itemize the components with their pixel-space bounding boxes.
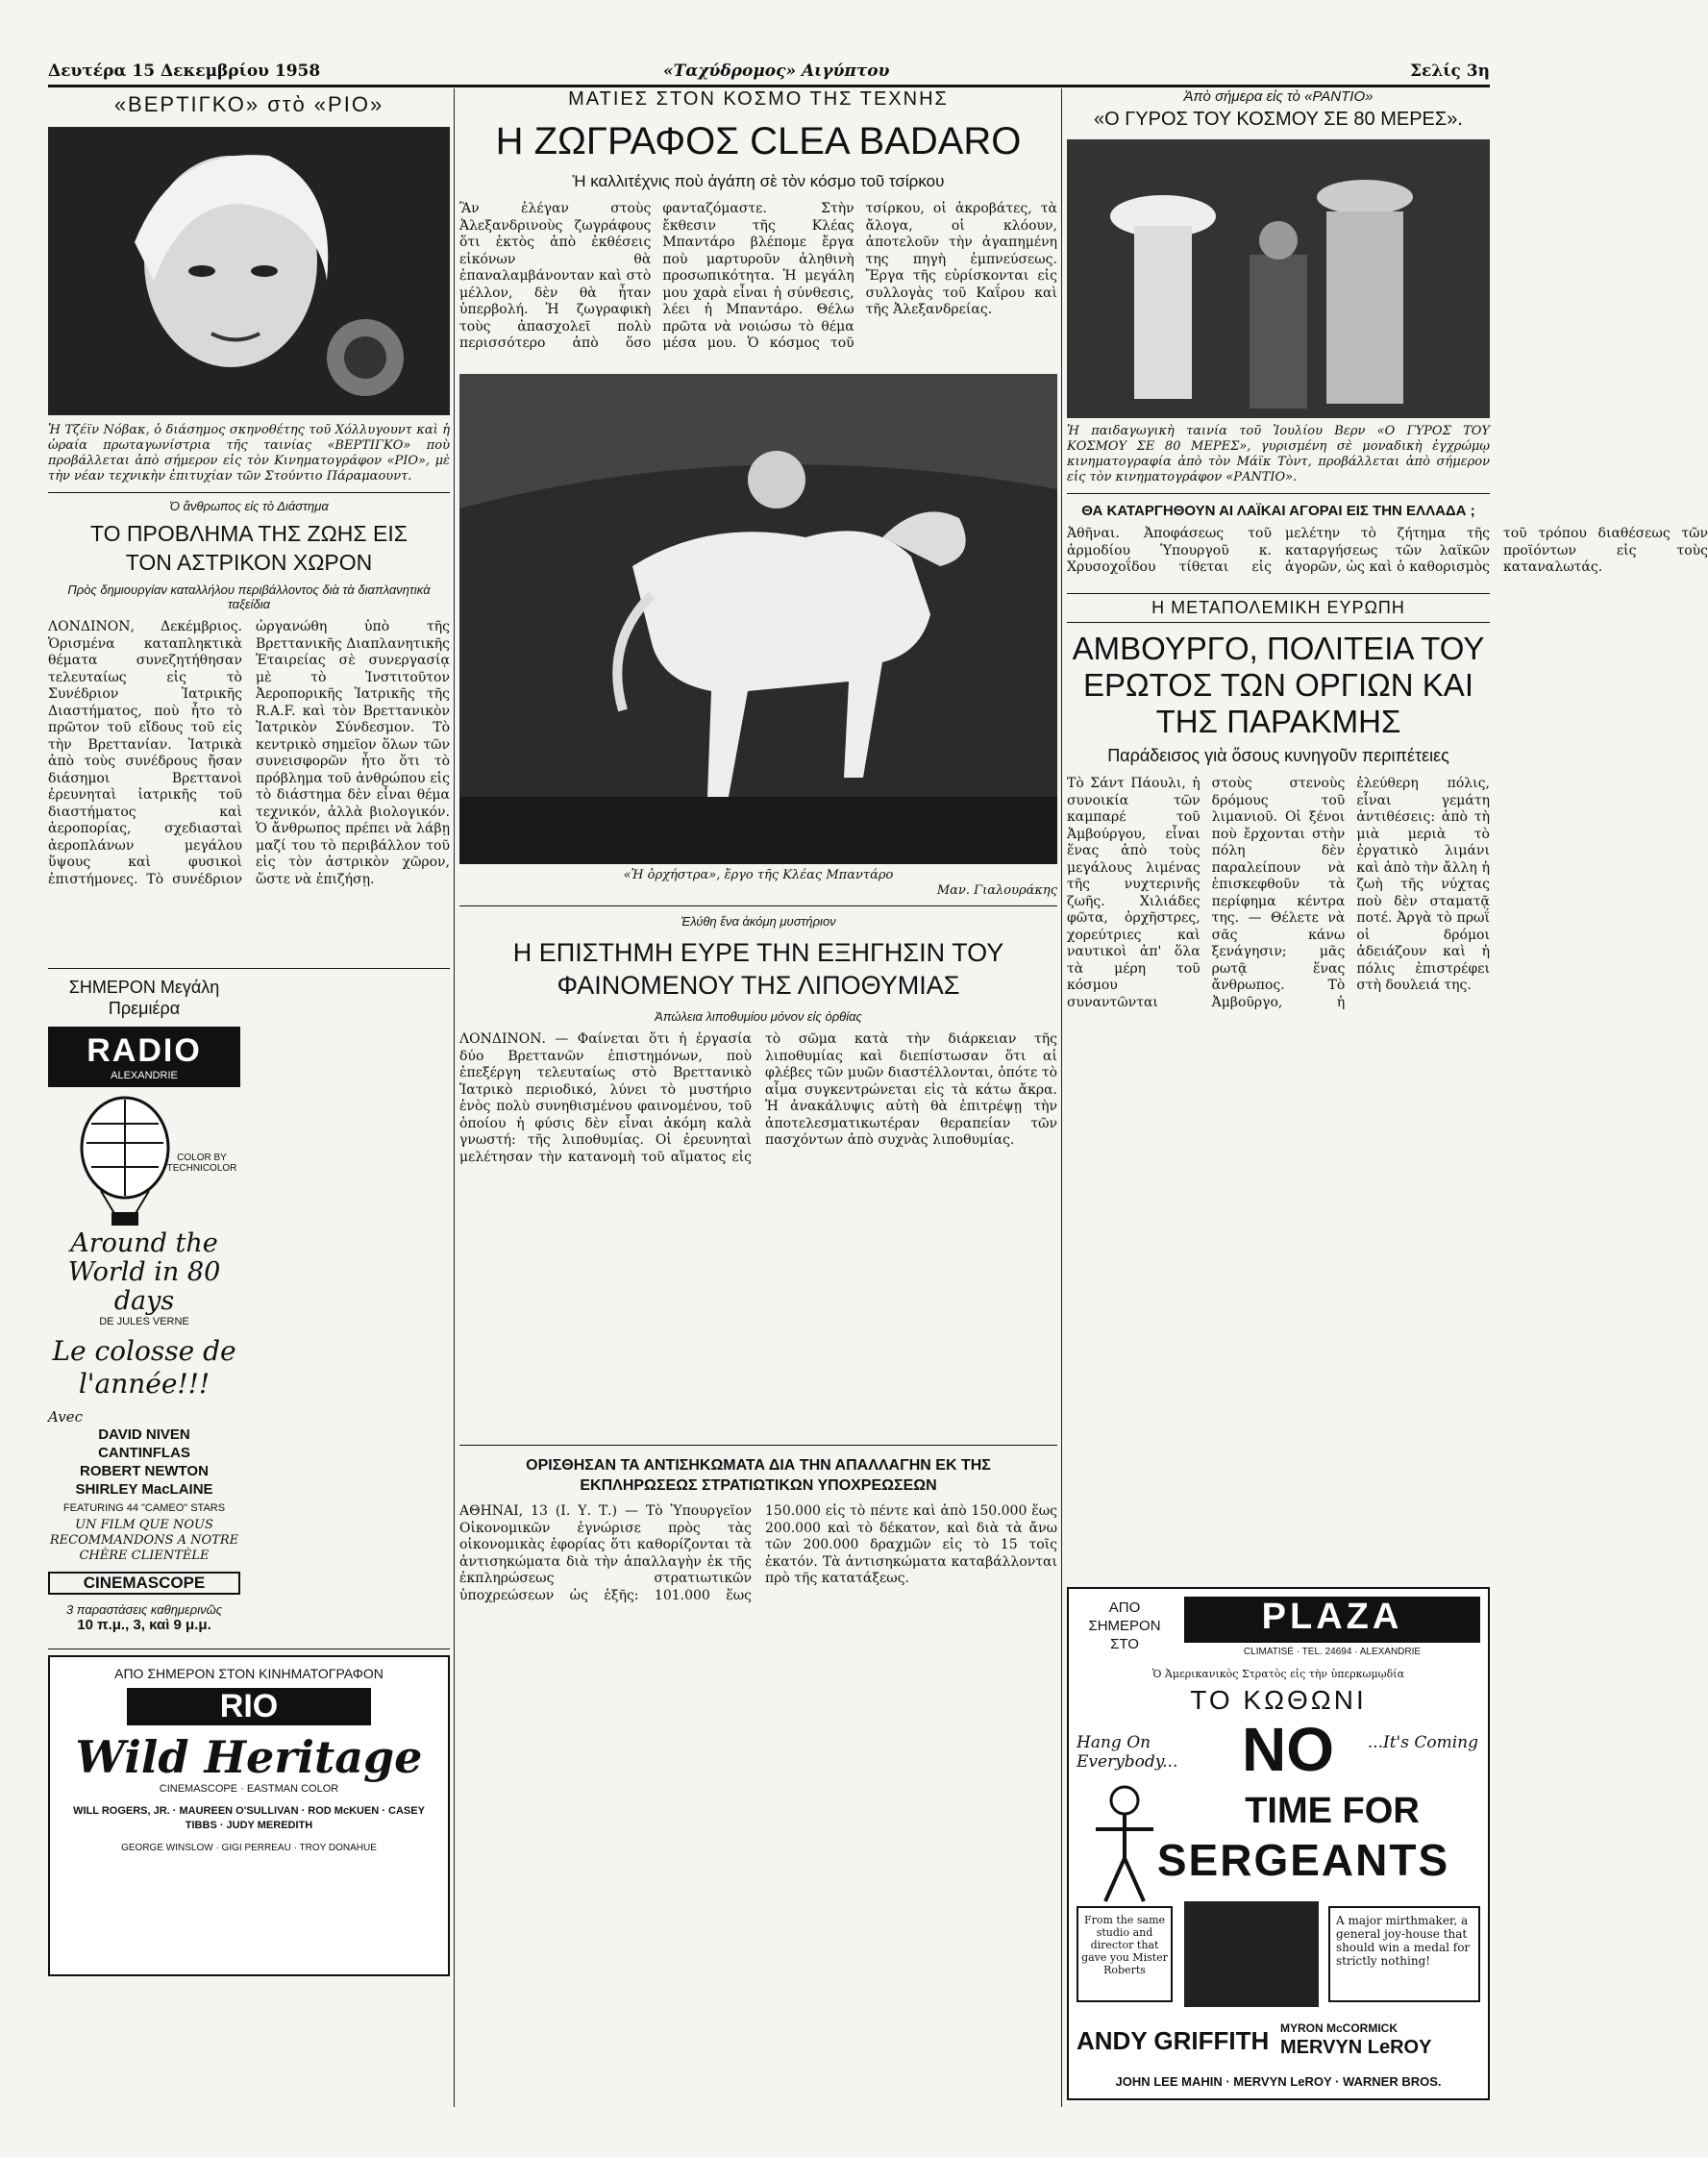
time-for-sergeants-credits: JOHN LEE MAHIN · MERVYN LeROY · WARNER BROS. xyxy=(1115,2074,1442,2089)
plaza-address: CLIMATISÉ · TEL. 24694 · ALEXANDRIE xyxy=(1243,1647,1422,1657)
markets-body: Ἀθῆναι. Ἀποφάσεως τοῦ ἁρμοδίου Ὑπουργοῦ κ. Χρυσοχοΐδου τίθεται εἰς μελέτην τὸ ζήτημα τῆς καταργήσεως τῶν λαϊκῶν ἀγορῶν, ὡς καὶ ὁ καθορισμὸς τοῦ τρόπου διαθέσεως τῶν προϊόντων εἰς τοὺς καταναλωτάς. xyxy=(1067,526,1708,575)
myron-mccormick: MYRON McCORMICK xyxy=(1280,2021,1398,2035)
film-still xyxy=(1067,139,1490,418)
radio-article-kicker: Ἀπὸ σήμερα εἰς τὸ «ΡΑΝΤΙΟ» xyxy=(1183,88,1374,105)
wild-heritage-ad xyxy=(48,1655,450,1976)
plaza-notice: Ὁ Ἀμερικανικὸς Στρατὸς εἰς τὴν ὑπερκωμῳδία xyxy=(1151,1668,1405,1680)
jules-verne-credit: DE JULES VERNE xyxy=(99,1316,189,1327)
hamburg-body: Τὸ Σάντ Πάουλι, ἡ συνοικία τῶν καμπαρέ τοῦ Ἀμβούργου, εἶναι ἕνας ἀπὸ τοὺς μεγάλους λιμένας τῆς νυχτερινῆς ζωῆς. Χιλιάδες φῶτα, ὀρχῆστρες, χορεύτριες καὶ ναυτικοὶ ἀπ' ὅλα τὰ μέρη τοῦ κόσμου συναντῶνται στοὺς στενοὺς δρόμους τοῦ λιμανιοῦ. Οἱ ξένοι ποὺ ἔρχονται στὴν πόλη δὲν παραλείπουν νὰ ἐπισκεφθοῦν τὰ περίφημα κέντρα της. — Θέλετε νὰ σᾶς κάνω ξενάγησιν; μᾶς ρωτᾷ ἕνας ἄνθρωπος. Τὸ Ἀμβοῦργο, ἡ ἐλεύθερη πόλις, εἶναι γεμάτη ἀντιθέσεις: ἀπὸ τὴ μιὰ μεριὰ τὸ ἐργατικὸ λιμάνι καὶ ἀπὸ τὴν ἄλλη ἡ ζωὴ τῆς νύχτας ποὺ δὲν σταματᾷ ποτέ. Ἀργὰ τὸ πρωΐ οἱ δρόμοι ἀδειάζουν καὶ ἡ πόλις ἐπιστρέφει στὴ δουλειά της. xyxy=(1067,776,1490,1010)
paper-name: «Ταχύδρομος» Αιγύπτου xyxy=(663,62,890,81)
fainting-subhead: Ἀπώλεια λιποθυμίου μόνον εἰς ὀρθίας xyxy=(655,1009,862,1024)
divider xyxy=(1067,593,1490,594)
hamburg-subhead: Παράδεισος γιὰ ὅσους κυνηγοῦν περιπέτειες xyxy=(1107,746,1449,765)
rio-ad-format: CINEMASCOPE · EASTMAN COLOR xyxy=(159,1783,339,1795)
fainting-kicker: Ἐλύθη ἕνα ἀκόμη μυστήριον xyxy=(681,914,836,929)
plaza-greek-title: ΤΟ ΚΩΘΩΝΙ xyxy=(1190,1685,1367,1715)
hamburg-headline: ΑΜΒΟΥΡΓΟ, ΠΟΛΙΤΕΙΑ ΤΟΥ ΕΡΩΤΟΣ ΤΩΝ ΟΡΓΙΩΝ ΚΑΙ ΤΗΣ ΠΑΡΑΚΜΗΣ xyxy=(1072,631,1485,739)
film-still-photo xyxy=(1067,139,1490,418)
around-the-world-title: Around the World in 80 days xyxy=(67,1228,221,1316)
military-body: ΑΘΗΝΑΙ, 13 (Ι. Υ. Τ.) — Τὸ Ὑπουργεῖον Οἰκονομικῶν ἐγνώρισε πρὸς τὰς οἰκονομικὰς ἐφορίας ὅτι καθορίζονται τὰ ἀντισηκώματα διὰ τὴν ἀπαλλαγὴν ἐκ τῆς ἐκπληρώσεως στρατιωτικῶν ὑποχρεώσεων ὡς ἑξῆς: 101.000 ἕως 150.000 εἰς τὸ πέντε καὶ ἀπὸ 150.000 ἕως 200.000 καὶ τὸ δέκατον, καὶ διὰ τὰ ἄνω τῶν 200.000 δραχμῶν εἰς τὸ 15 τοῖς ἑκατόν. Τὰ ἀντισηκώματα καταβάλλονται πρὸ τῆς κατατάξεως. xyxy=(459,1503,1057,1603)
article-signature: Μαν. Γιαλουράκης xyxy=(936,883,1057,898)
plaza-ad xyxy=(1067,1587,1490,2100)
divider xyxy=(48,492,450,493)
arts-kicker: ΜΑΤΙΕΣ ΣΤΟΝ ΚΟΣΜΟ ΤΗΣ ΤΕΧΝΗΣ xyxy=(568,88,949,110)
rio-ad-title: ΑΠΟ ΣΗΜΕΡΟΝ ΣΤΟΝ ΚΙΝΗΜΑΤΟΓΡΑΦΟΝ xyxy=(114,1666,384,1681)
fainting-headline: Η ΕΠΙΣΤΗΜΗ ΕΥΡΕ ΤΗΝ ΕΞΗΓΗΣΙΝ ΤΟΥ ΦΑΙΝΟΜΕΝΟΥ ΤΗΣ ΛΙΠΟΘΥΜΙΑΣ xyxy=(512,938,1004,1000)
divider xyxy=(1067,622,1490,623)
mervyn-leroy: MERVYN LeROY xyxy=(1280,2037,1432,2058)
space-kicker: Ὁ ἄνθρωπος εἰς τὸ Διάστημα xyxy=(169,499,329,513)
space-subhead: Πρὸς δημιουργίαν καταλλήλου περιβάλλοντος διὰ τὰ διαπλανητικὰ ταξείδια xyxy=(67,583,431,611)
time-for-title: TIME FOR xyxy=(1245,1791,1420,1831)
cameo-stars: FEATURING 44 "CAMEO" STARS xyxy=(62,1502,226,1514)
markets-headline: ΘΑ ΚΑΤΑΡΓΗΘΟΥΝ ΑΙ ΛΑΪΚΑΙ ΑΓΟΡΑΙ ΕΙΣ ΤΗΝ ΕΛΛΑΔΑ ; xyxy=(1081,503,1475,519)
rio-ad-cast2: GEORGE WINSLOW · GIGI PERREAU · TROY DONAHUE xyxy=(121,1843,377,1853)
vertigo-kicker: «ΒΕΡΤΙΓΚΟ» στὸ «ΡΙΟ» xyxy=(113,92,384,116)
radio-cinema-banner xyxy=(48,1027,240,1087)
recommend-note: UN FILM QUE NOUS RECOMMANDONS A NOTRE CHÈRE CLIENTÈLE xyxy=(49,1518,239,1563)
military-headline: ΟΡΙΣΘΗΣΑΝ ΤΑ ΑΝΤΙΣΗΚΩΜΑΤΑ ΔΙΑ ΤΗΝ ΑΠΑΛΛΑΓΗΝ ΕΚ ΤΗΣ ΕΚΠΛΗΡΩΣΕΩΣ ΣΤΡΑΤΙΩΤΙΚΩΝ ΥΠΟΧΡΕΩΣΕΩΝ xyxy=(526,1457,991,1494)
premiere-label: ΣΗΜΕΡΟΝ Μεγάλη Πρεμιέρα xyxy=(68,978,220,1018)
column-rule xyxy=(1061,88,1062,2107)
no-word: NO xyxy=(1242,1715,1334,1784)
divider xyxy=(459,905,1057,906)
radio-cinema-name: RADIO xyxy=(87,1032,202,1069)
clea-badaro-subhead: Ἡ καλλιτέχνις ποὺ ἀγάπη σὲ τὸν κόσμο τοῦ τσίρκου xyxy=(572,172,945,190)
fainting-body: ΛΟΝΔΙΝΟΝ. — Φαίνεται ὅτι ἡ ἐργασία δύο Βρεττανῶν ἐπιστημόνων, ποὺ ἐπεξέργη τελευταίως στὸ Βρεττανικὸ Ἰατρικὸ περιοδικό, λύνει τὸ μυστήριο ἑνὸς πολὺ συνηθισμένου φαινομένου, τοῦ ὁποίου ἡ φύσις δὲν εἶναι ἀκόμη καλὰ γνωστή: τῆς λιποθυμίας. Οἱ ἐρευνηταὶ μελέτησαν τὴν κατανομὴ τοῦ αἵματος εἰς τὸ σῶμα κατὰ τὴν διάρκειαν τῆς λιποθυμίας καὶ διεπίστωσαν ὅτι αἱ φλέβες τῶν μυῶν διαστέλλονται, ὁπότε τὸ αἷμα συγκεντρώνεται εἰς τὰ κάτω ἄκρα. Ἡ ἀνακάλυψις αὐτὴ θὰ ἐπιτρέψῃ τὴν ἀποτελεσματικωτέραν θεραπείαν τῶν πασχόντων ἀπὸ συχνὰς λιποθυμίας. xyxy=(459,1031,1057,1165)
rio-cinema-logo: RIO xyxy=(127,1688,371,1725)
soldier-icon xyxy=(1077,1781,1173,1906)
plaza-cinema-logo: PLAZA xyxy=(1184,1597,1480,1643)
horse-painting xyxy=(459,374,1057,864)
balloon-illustration xyxy=(48,1095,240,1229)
andy-griffith: ANDY GRIFFITH xyxy=(1077,2026,1270,2055)
cast-name: CANTINFLAS xyxy=(98,1445,190,1461)
clea-badaro-body: Ἂν ἐλέγαν στοὺς Ἀλεξανδρινοὺς ζωγράφους ὅτι ἐκτὸς ἀπὸ ἐκθέσεις εἰκόνων θὰ ἐπαναλαμβάνονταν καὶ στὸ μέλλον, δὲν θὰ ἦταν ὑπερβολή. Ἡ ζωγραφικὴ τοὺς ἀπασχολεῖ πολὺ περισσότερο ἀπὸ ὅσο φανταζόμαστε. Στὴν ἔκθεσιν τῆς Κλέας Μπαντάρο βλέπομε ἔργα ποὺ μαρτυροῦν ἀληθινὴ προσωπικότητα. Ἡ μεγάλη μου χαρὰ εἶναι ἡ σύνθεσις, λέει ἡ Μπαντάρο. Θέλω πρῶτα νὰ νοιώσω τὸ θέμα μέσα μου. Ὁ κόσμος τοῦ τσίρκου, οἱ ἀκροβάτες, τὰ ἄλογα, οἱ κλόουν, ἀποτελοῦν τὴν ἀγαπημένη της πηγὴ ἐμπνεύσεως. Ἔργα τῆς εὑρίσκονται εἰς συλλογὰς τοῦ Καΐρου καὶ τῆς Ἀλεξανδρείας. xyxy=(459,201,1057,351)
radio-cinema-city: ALEXANDRIE xyxy=(111,1070,178,1081)
europe-section: Η ΜΕΤΑΠΟΛΕΜΙΚΗ ΕΥΡΩΠΗ xyxy=(1151,598,1405,617)
radio-article-headline: «Ο ΓΥΡΟΣ ΤΟΥ ΚΟΣΜΟΥ ΣΕ 80 ΜΕΡΕΣ». xyxy=(1094,109,1463,130)
painting-caption: «Ἡ ὀρχήστρα», ἔργο τῆς Κλέας Μπαντάρο xyxy=(623,868,894,882)
rio-ad-cast: WILL ROGERS, JR. · MAUREEN O'SULLIVAN · ROD McKUEN · CASEY TIBBS · JUDY MEREDITH xyxy=(73,1805,425,1831)
sergeants-title: SERGEANTS xyxy=(1156,1835,1450,1885)
mirthmaker-box: A major mirthmaker, a general joy-house that should win a medal for strictly nothing! xyxy=(1328,1906,1480,2002)
issue-date: Δευτέρα 15 Δεκεμβρίου 1958 xyxy=(48,62,321,81)
film-still-caption: Ἡ παιδαγωγικὴ ταινία τοῦ Ἰουλίου Βερν «Ο ΓΥΡΟΣ ΤΟΥ ΚΟΣΜΟΥ ΣΕ 80 ΜΕΡΕΣ», γυρισμένη σὲ μοναδικὴ ἐγχρώμῳ κινηματογραφία ἀπὸ τὸν Μάϊκ Τὸντ, προβάλλεται ἀπὸ σήμερον εἰς τὸν κινηματογράφον «ΡΑΝΤΙΟ». xyxy=(1067,424,1490,484)
masthead xyxy=(48,60,1490,87)
cinemascope-logo: CINEMASCOPE xyxy=(48,1572,240,1595)
technicolor-label: COLOR BY TECHNICOLOR xyxy=(166,1153,237,1174)
column-rule xyxy=(454,88,455,2107)
center-column xyxy=(459,88,1057,1705)
cast-name: ROBERT NEWTON xyxy=(80,1463,209,1479)
space-article-body: ΛΟΝΔΙΝΟΝ, Δεκέμβριος. Ὁρισμένα καταπληκτικὰ θέματα συνεζητήθησαν τελευταίως εἰς τὸ Συνέδριον Ἰατρικῆς Διαστήματος, ποὺ ἦτο τὸ πρῶτον τοῦ εἴδους τοῦ εἰς τὴν Βρεττανίαν. Ἰατρικὰ ἀπὸ τοὺς συνέδρους ἤσαν διάσημοι Βρεττανοὶ ἐρευνηταὶ ἰατρικῆς τοῦ διαστήματος καὶ ἀεροπορίας, σχεδιασταὶ ἀεροπλάνων μεγάλου ὕψους καὶ φυσικοὶ ἐπιστήμονες. Τὸ συνέδριον ὠργανώθη ὑπὸ τῆς Βρεττανικῆς Διαπλανητικῆς Ἑταιρείας σὲ συνεργασίᾳ μὲ τὸ Ἰνστιτοῦτον Ἀεροπορικῆς Ἰατρικῆς τῆς R.A.F. καὶ τὸν Βρεττανικὸν Ἰατρικὸν Σύνδεσμον. Τὸ κεντρικὸ σημεῖον ὅλων τῶν συνεισφορῶν ἦτο ὅτι τὸ πρόβλημα τοῦ ἀνθρώπου εἰς τὸ διάστημα δὲν εἶναι θέμα τεχνικόν, ἀλλὰ βιολογικόν. Ὁ ἄνθρωπος πρέπει νὰ λάβῃ μαζί του τὸ περιβάλλον τοῦ εἰς τὸν ἀστρικὸν χῶρον, ὥστε νὰ ἐπιζήσῃ. xyxy=(48,619,450,887)
same-studio-box: From the same studio and director that gave you Mister Roberts xyxy=(1077,1906,1173,2002)
cast-name: DAVID NIVEN xyxy=(98,1426,190,1443)
painting-photo xyxy=(459,374,1057,864)
right-column xyxy=(1067,88,1708,2100)
sergeants-photo xyxy=(1184,1901,1319,2007)
soldier-illustration xyxy=(1077,1781,1173,1906)
plaza-ad-title: ΑΠΟ ΣΗΜΕΡΟΝ ΣΤΟ xyxy=(1088,1599,1161,1652)
divider xyxy=(459,1445,1057,1446)
vertigo-caption: Ἡ Τζέϊν Νόβακ, ὁ διάσημος σκηνοθέτης τοῦ Χόλλυγουντ καὶ ἡ ὡραία πρωταγωνίστρια τῆς ταινίας «ΒΕΡΤΙΓΚΟ» ποὺ προβάλλεται ἀπὸ σήμερον εἰς τὸν Κινηματογράφον «ΡΙΟ», μὲ τὴν νέαν τεχνικὴν ἐπιτυχίαν τῶν Στούντιο Πάραμαουντ. xyxy=(48,423,450,483)
divider xyxy=(1067,493,1490,494)
radio-ad xyxy=(48,977,240,1633)
colosse-slogan: Le colosse de l'année!!! xyxy=(52,1335,236,1400)
kim-novak-photo xyxy=(48,127,450,415)
wild-heritage-title: Wild Heritage xyxy=(75,1731,423,1783)
its-coming-tagline: ...It's Coming xyxy=(1367,1733,1478,1752)
cast-list xyxy=(48,1426,240,1499)
shows-times: 10 π.μ., 3, καὶ 9 μ.μ. xyxy=(77,1617,211,1633)
divider xyxy=(48,968,450,969)
shows-label: 3 παραστάσεις καθημερινῶς xyxy=(65,1602,223,1617)
portrait-photo xyxy=(48,127,450,415)
avec-label: Avec xyxy=(48,1408,83,1426)
page-number: Σελίς 3η xyxy=(1410,62,1490,81)
clea-badaro-headline: Η ΖΩΓΡΑΦΟΣ CLEA BADARO xyxy=(495,120,1022,162)
cast-name: SHIRLEY MacLAINE xyxy=(75,1481,213,1498)
hang-on-tagline: Hang On Everybody... xyxy=(1077,1733,1178,1772)
left-column xyxy=(48,88,450,1976)
space-headline: ΤΟ ΠΡΟΒΛΗΜΑ ΤΗΣ ΖΩΗΣ ΕΙΣ ΤΟΝ ΑΣΤΡΙΚΟΝ ΧΩΡΟΝ xyxy=(90,521,408,575)
